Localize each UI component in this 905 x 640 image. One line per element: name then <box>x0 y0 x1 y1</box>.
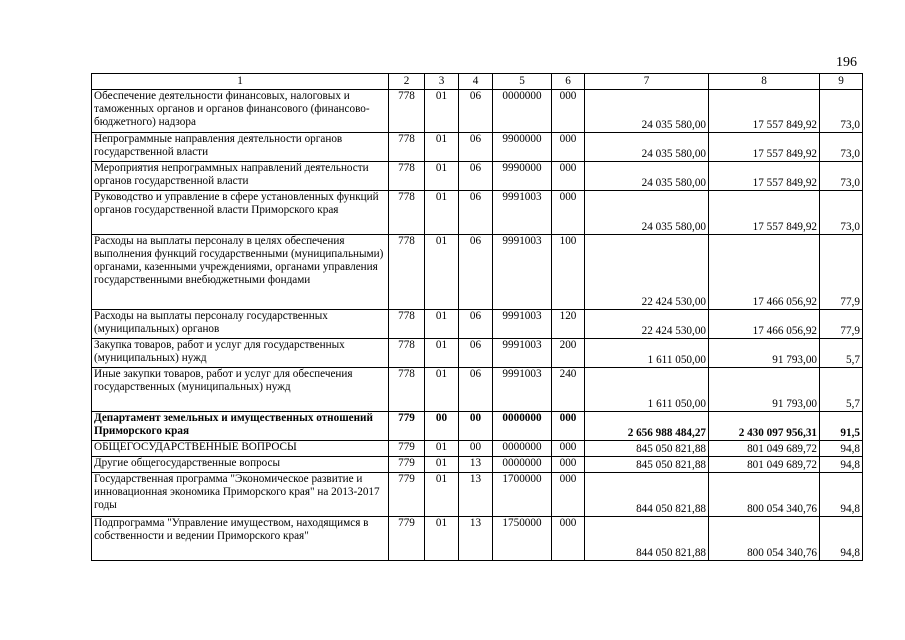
table-row <box>92 191 863 235</box>
column-header: 1 <box>92 74 389 90</box>
row-code-cell: 01 <box>425 162 459 191</box>
column-header: 5 <box>493 74 552 90</box>
row-percent-cell: 94,8 <box>820 457 863 473</box>
row-code-cell: 0000000 <box>493 441 552 457</box>
row-amount-cell: 17 557 849,92 <box>709 90 820 133</box>
row-name-cell: Департамент земельных и имущественных отношений Приморского края <box>92 412 389 441</box>
row-name-cell: Иные закупки товаров, работ и услуг для обеспечения государственных (муниципальных) нужд <box>92 368 389 412</box>
row-code-cell: 01 <box>425 473 459 517</box>
row-code-cell: 778 <box>389 368 425 412</box>
row-code-cell: 01 <box>425 368 459 412</box>
row-name-cell: Руководство и управление в сфере установленных функций органов государственной власти Приморского края <box>92 191 389 235</box>
row-amount-cell: 24 035 580,00 <box>585 191 709 235</box>
row-code-cell: 120 <box>552 310 585 339</box>
row-name-cell: Мероприятия непрограммных направлений деятельности органов государственной власти <box>92 162 389 191</box>
table-header-row <box>92 74 863 90</box>
row-percent-cell: 5,7 <box>820 339 863 368</box>
row-amount-cell: 800 054 340,76 <box>709 517 820 561</box>
row-code-cell: 06 <box>459 235 493 310</box>
row-percent-cell: 94,8 <box>820 473 863 517</box>
row-code-cell: 06 <box>459 133 493 162</box>
row-amount-cell: 801 049 689,72 <box>709 457 820 473</box>
row-amount-cell: 17 557 849,92 <box>709 191 820 235</box>
budget-table <box>91 73 863 561</box>
page-number: 196 <box>836 55 857 70</box>
table-row <box>92 457 863 473</box>
table-row <box>92 310 863 339</box>
row-amount-cell: 801 049 689,72 <box>709 441 820 457</box>
row-amount-cell: 1 611 050,00 <box>585 339 709 368</box>
row-percent-cell: 77,9 <box>820 310 863 339</box>
column-header: 7 <box>585 74 709 90</box>
row-amount-cell: 800 054 340,76 <box>709 473 820 517</box>
row-code-cell: 000 <box>552 412 585 441</box>
table-row <box>92 473 863 517</box>
table-row <box>92 517 863 561</box>
column-header: 9 <box>820 74 863 90</box>
row-code-cell: 779 <box>389 412 425 441</box>
row-percent-cell: 5,7 <box>820 368 863 412</box>
row-code-cell: 9991003 <box>493 191 552 235</box>
row-code-cell: 778 <box>389 191 425 235</box>
row-code-cell: 00 <box>459 412 493 441</box>
row-percent-cell: 73,0 <box>820 191 863 235</box>
row-percent-cell: 73,0 <box>820 90 863 133</box>
row-code-cell: 000 <box>552 191 585 235</box>
row-code-cell: 01 <box>425 441 459 457</box>
row-code-cell: 778 <box>389 133 425 162</box>
row-code-cell: 06 <box>459 162 493 191</box>
row-amount-cell: 2 656 988 484,27 <box>585 412 709 441</box>
row-code-cell: 06 <box>459 90 493 133</box>
row-amount-cell: 91 793,00 <box>709 368 820 412</box>
table-row <box>92 162 863 191</box>
row-code-cell: 778 <box>389 162 425 191</box>
row-amount-cell: 91 793,00 <box>709 339 820 368</box>
row-code-cell: 01 <box>425 133 459 162</box>
row-percent-cell: 73,0 <box>820 133 863 162</box>
row-amount-cell: 22 424 530,00 <box>585 310 709 339</box>
column-header: 4 <box>459 74 493 90</box>
table-row <box>92 133 863 162</box>
table-row <box>92 412 863 441</box>
row-amount-cell: 844 050 821,88 <box>585 473 709 517</box>
row-code-cell: 0000000 <box>493 412 552 441</box>
row-code-cell: 778 <box>389 90 425 133</box>
column-header: 8 <box>709 74 820 90</box>
row-code-cell: 13 <box>459 473 493 517</box>
row-code-cell: 000 <box>552 133 585 162</box>
row-code-cell: 000 <box>552 162 585 191</box>
row-amount-cell: 24 035 580,00 <box>585 90 709 133</box>
row-amount-cell: 17 557 849,92 <box>709 133 820 162</box>
row-code-cell: 779 <box>389 457 425 473</box>
row-name-cell: Другие общегосударственные вопросы <box>92 457 389 473</box>
row-code-cell: 779 <box>389 517 425 561</box>
row-code-cell: 0000000 <box>493 90 552 133</box>
row-code-cell: 9991003 <box>493 339 552 368</box>
row-name-cell: Закупка товаров, работ и услуг для государственных (муниципальных) нужд <box>92 339 389 368</box>
row-code-cell: 9900000 <box>493 133 552 162</box>
row-code-cell: 13 <box>459 457 493 473</box>
row-percent-cell: 77,9 <box>820 235 863 310</box>
row-code-cell: 01 <box>425 310 459 339</box>
row-amount-cell: 17 466 056,92 <box>709 235 820 310</box>
row-amount-cell: 17 466 056,92 <box>709 310 820 339</box>
row-amount-cell: 845 050 821,88 <box>585 457 709 473</box>
table-row <box>92 368 863 412</box>
row-code-cell: 778 <box>389 339 425 368</box>
row-name-cell: Непрограммные направления деятельности органов государственной власти <box>92 133 389 162</box>
row-amount-cell: 24 035 580,00 <box>585 133 709 162</box>
column-header: 6 <box>552 74 585 90</box>
row-amount-cell: 845 050 821,88 <box>585 441 709 457</box>
row-name-cell: Подпрограмма "Управление имуществом, находящимся в собственности и ведении Приморского края" <box>92 517 389 561</box>
row-code-cell: 06 <box>459 368 493 412</box>
row-code-cell: 1750000 <box>493 517 552 561</box>
row-code-cell: 100 <box>552 235 585 310</box>
row-code-cell: 06 <box>459 339 493 368</box>
row-code-cell: 00 <box>425 412 459 441</box>
row-amount-cell: 24 035 580,00 <box>585 162 709 191</box>
row-amount-cell: 844 050 821,88 <box>585 517 709 561</box>
row-code-cell: 200 <box>552 339 585 368</box>
row-code-cell: 000 <box>552 457 585 473</box>
row-code-cell: 0000000 <box>493 457 552 473</box>
row-percent-cell: 94,8 <box>820 441 863 457</box>
row-code-cell: 00 <box>459 441 493 457</box>
row-name-cell: Расходы на выплаты персоналу государственных (муниципальных) органов <box>92 310 389 339</box>
row-code-cell: 01 <box>425 339 459 368</box>
row-code-cell: 01 <box>425 191 459 235</box>
row-code-cell: 000 <box>552 441 585 457</box>
row-code-cell: 000 <box>552 517 585 561</box>
row-amount-cell: 22 424 530,00 <box>585 235 709 310</box>
row-code-cell: 06 <box>459 191 493 235</box>
row-name-cell: Расходы на выплаты персоналу в целях обеспечения выполнения функций государственными (муниципальными) органами, казенными учреждениями, органами управления государственными внебюджетными фондами <box>92 235 389 310</box>
row-code-cell: 779 <box>389 441 425 457</box>
table-row <box>92 235 863 310</box>
row-code-cell: 06 <box>459 310 493 339</box>
column-header: 3 <box>425 74 459 90</box>
row-name-cell: Обеспечение деятельности финансовых, налоговых и таможенных органов и органов финансового (финансово-бюджетного) надзора <box>92 90 389 133</box>
row-code-cell: 01 <box>425 235 459 310</box>
row-code-cell: 240 <box>552 368 585 412</box>
row-code-cell: 1700000 <box>493 473 552 517</box>
row-amount-cell: 1 611 050,00 <box>585 368 709 412</box>
row-percent-cell: 91,5 <box>820 412 863 441</box>
row-percent-cell: 94,8 <box>820 517 863 561</box>
row-code-cell: 000 <box>552 473 585 517</box>
row-amount-cell: 2 430 097 956,31 <box>709 412 820 441</box>
table-row <box>92 90 863 133</box>
row-code-cell: 9991003 <box>493 310 552 339</box>
row-code-cell: 9991003 <box>493 235 552 310</box>
row-percent-cell: 73,0 <box>820 162 863 191</box>
column-header: 2 <box>389 74 425 90</box>
row-code-cell: 778 <box>389 235 425 310</box>
row-name-cell: Государственная программа "Экономическое развитие и инновационная экономика Приморского края" на 2013-2017 годы <box>92 473 389 517</box>
row-code-cell: 778 <box>389 310 425 339</box>
row-code-cell: 9990000 <box>493 162 552 191</box>
row-name-cell: ОБЩЕГОСУДАРСТВЕННЫЕ ВОПРОСЫ <box>92 441 389 457</box>
table-row <box>92 339 863 368</box>
row-code-cell: 000 <box>552 90 585 133</box>
row-code-cell: 779 <box>389 473 425 517</box>
row-amount-cell: 17 557 849,92 <box>709 162 820 191</box>
row-code-cell: 01 <box>425 457 459 473</box>
row-code-cell: 9991003 <box>493 368 552 412</box>
row-code-cell: 13 <box>459 517 493 561</box>
row-code-cell: 01 <box>425 517 459 561</box>
table-row <box>92 441 863 457</box>
row-code-cell: 01 <box>425 90 459 133</box>
